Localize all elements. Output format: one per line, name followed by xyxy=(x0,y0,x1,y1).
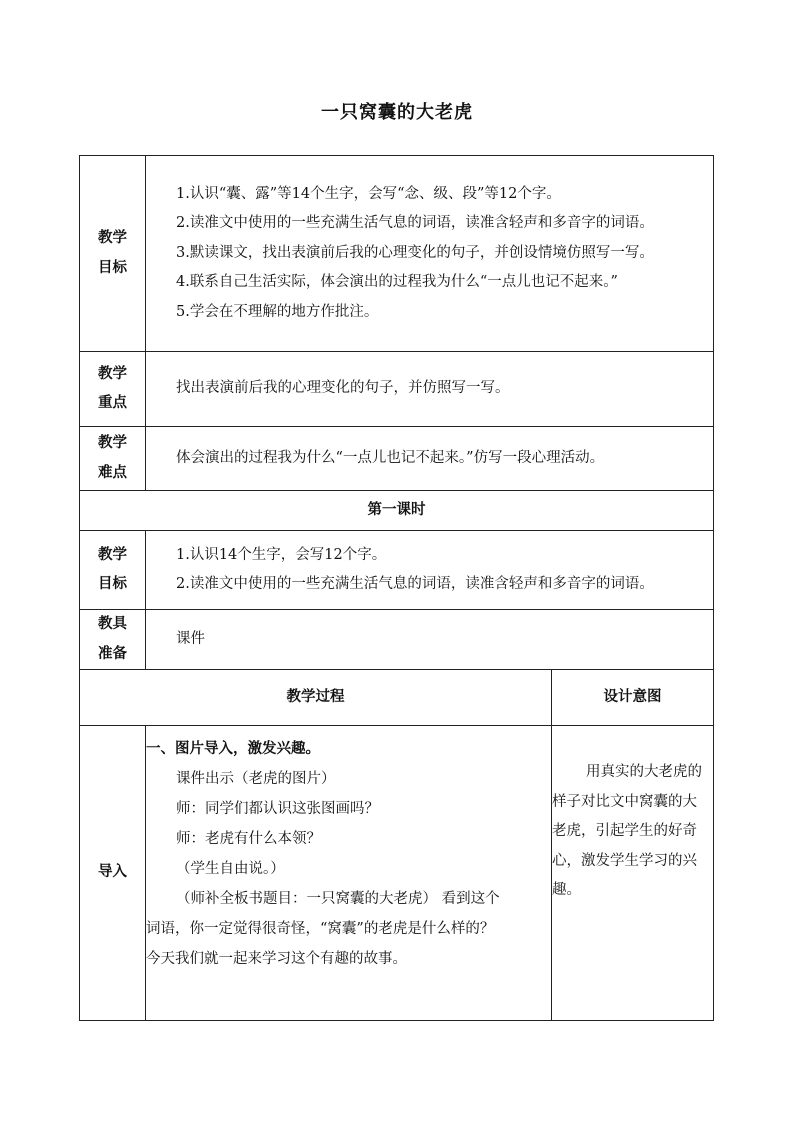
lesson-header-row xyxy=(80,491,714,531)
process-line: （师补全板书题目：一只窝囊的大老虎） 看到这个 xyxy=(176,891,500,907)
goals-content xyxy=(146,156,714,352)
design-line: 样子对比文中窝囊的大 xyxy=(552,793,697,810)
lesson-goals-label: 教学 目标 xyxy=(80,531,146,610)
intro-heading: 一、图片导入，激发兴趣。 xyxy=(146,741,320,757)
difficulties-row xyxy=(80,427,714,491)
lesson-goals-row xyxy=(80,531,714,610)
design-line: 心，激发学生学习的兴 xyxy=(552,852,697,869)
goal-line: 1.认识“囊、露”等14个生字，会写“念、级、段”等12个字。 xyxy=(176,185,561,202)
lesson-header: 第一课时 xyxy=(80,491,714,531)
intro-label: 导入 xyxy=(80,726,146,1021)
materials-label: 教具 准备 xyxy=(80,610,146,670)
design-line: 用真实的大老虎的 xyxy=(586,764,702,780)
intro-design xyxy=(552,726,714,1021)
lesson-goal-line: 1.认识14个生字，会写12个字。 xyxy=(176,546,387,563)
process-line: 词语，你一定觉得很奇怪，“窝囊”的老虎是什么样的？ xyxy=(146,921,495,937)
process-header: 教学过程 xyxy=(80,670,552,726)
design-line: 趣。 xyxy=(552,882,581,898)
key-points-row xyxy=(80,352,714,427)
process-line: 今天我们就一起来学习这个有趣的故事。 xyxy=(146,951,407,967)
key-points-label: 教学 重点 xyxy=(80,352,146,427)
intro-row xyxy=(80,726,714,1021)
process-line: （学生自由说。） xyxy=(176,861,285,877)
goal-line: 2.读准文中使用的一些充满生活气息的词语，读准含轻声和多音字的词语。 xyxy=(176,215,654,232)
materials-row xyxy=(80,610,714,670)
process-line: 师：老虎有什么本领？ xyxy=(176,831,321,847)
difficulties-content: 体会演出的过程我为什么“一点儿也记不起来。”仿写一段心理活动。 xyxy=(146,427,714,491)
lesson-goals-content xyxy=(146,531,714,610)
materials-content: 课件 xyxy=(146,610,714,670)
key-points-content: 找出表演前后我的心理变化的句子，并仿照写一写。 xyxy=(146,352,714,427)
goal-line: 4.联系自己生活实际，体会演出的过程我为什么“一点儿也记不起来。” xyxy=(176,274,618,291)
process-line: 课件出示（老虎的图片） xyxy=(176,771,336,787)
lesson-goal-line: 2.读准文中使用的一些充满生活气息的词语，读准含轻声和多音字的词语。 xyxy=(176,576,654,592)
goal-line: 5.学会在不理解的地方作批注。 xyxy=(176,303,379,320)
document-title: 一只窝囊的大老虎 xyxy=(321,102,473,123)
goal-line: 3.默读课文，找出表演前后我的心理变化的句子，并创设情境仿照写一写。 xyxy=(176,244,654,261)
process-line: 师：同学们都认识这张图画吗？ xyxy=(176,801,379,817)
design-header: 设计意图 xyxy=(552,670,714,726)
design-line: 老虎，引起学生的好奇 xyxy=(552,823,697,839)
intro-process xyxy=(146,726,552,1021)
process-header-row xyxy=(80,670,714,726)
difficulties-label: 教学 难点 xyxy=(80,427,146,491)
goals-label: 教学 目标 xyxy=(80,156,146,352)
lesson-plan-table xyxy=(79,155,714,1021)
goals-row xyxy=(80,156,714,352)
